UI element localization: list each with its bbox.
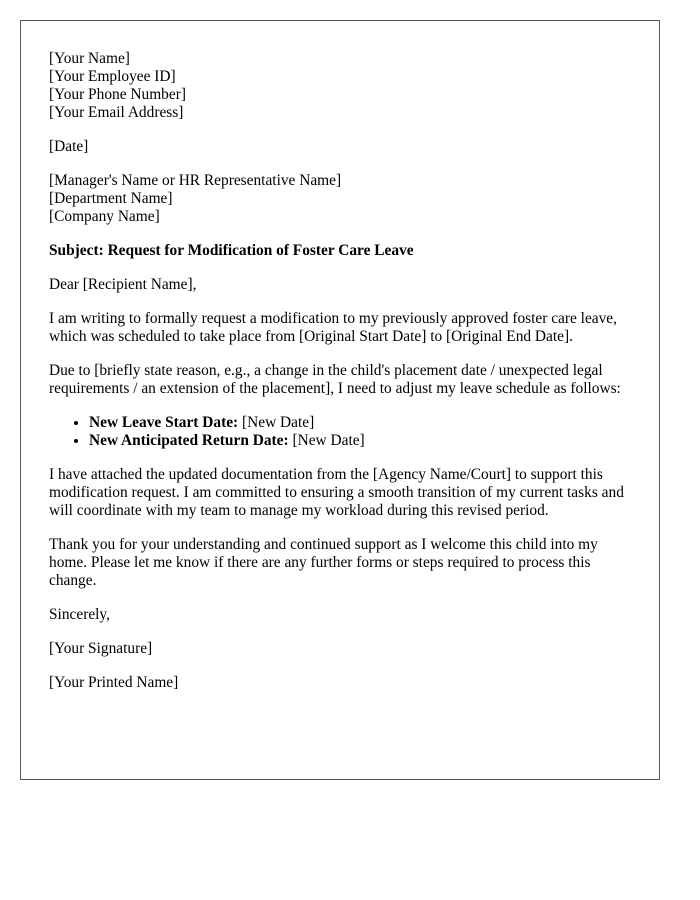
intro-paragraph: I am writing to formally request a modification to my previously approved foster care leave, which was scheduled to take place from [Original Start Date] to [Original End Date]. bbox=[49, 310, 617, 345]
recipient-name: [Manager's Name or HR Representative Name] bbox=[49, 172, 342, 189]
letter-document bbox=[20, 20, 660, 780]
new-return-date-label: New Anticipated Return Date: bbox=[89, 432, 289, 449]
recipient-department: [Department Name] bbox=[49, 190, 173, 207]
new-start-date-value: [New Date] bbox=[238, 414, 315, 431]
reason-paragraph: Due to [briefly state reason, e.g., a change in the child's placement date / unexpected legal requirements / an extension of the placement], I need to adjust my leave schedule as follows: bbox=[49, 362, 621, 397]
documentation-paragraph: I have attached the updated documentation from the [Agency Name/Court] to support this modification request. I am committed to ensuring a smooth transition of my current tasks and will coordinate with my team to manage my workload during this revised period. bbox=[49, 466, 624, 519]
new-return-date-value: [New Date] bbox=[288, 432, 365, 449]
letter-subject: Subject: Request for Modification of Foster Care Leave bbox=[49, 242, 414, 259]
closing: Sincerely, bbox=[49, 606, 110, 623]
printed-name: [Your Printed Name] bbox=[49, 674, 179, 691]
letter-date: [Date] bbox=[49, 138, 89, 155]
signature-placeholder: [Your Signature] bbox=[49, 640, 153, 657]
sender-phone: [Your Phone Number] bbox=[49, 86, 186, 103]
list-item bbox=[89, 414, 630, 432]
leave-changes-list bbox=[49, 414, 630, 450]
sender-address-block bbox=[49, 50, 630, 122]
sender-name: [Your Name] bbox=[49, 50, 130, 67]
salutation: Dear [Recipient Name], bbox=[49, 276, 197, 293]
thanks-paragraph: Thank you for your understanding and continued support as I welcome this child into my home. Please let me know if there are any further forms or steps required to process this change. bbox=[49, 536, 598, 589]
new-start-date-label: New Leave Start Date: bbox=[89, 414, 239, 431]
sender-employee-id: [Your Employee ID] bbox=[49, 68, 176, 85]
list-item bbox=[89, 432, 630, 450]
sender-email: [Your Email Address] bbox=[49, 104, 184, 121]
recipient-address-block bbox=[49, 172, 630, 226]
recipient-company: [Company Name] bbox=[49, 208, 160, 225]
